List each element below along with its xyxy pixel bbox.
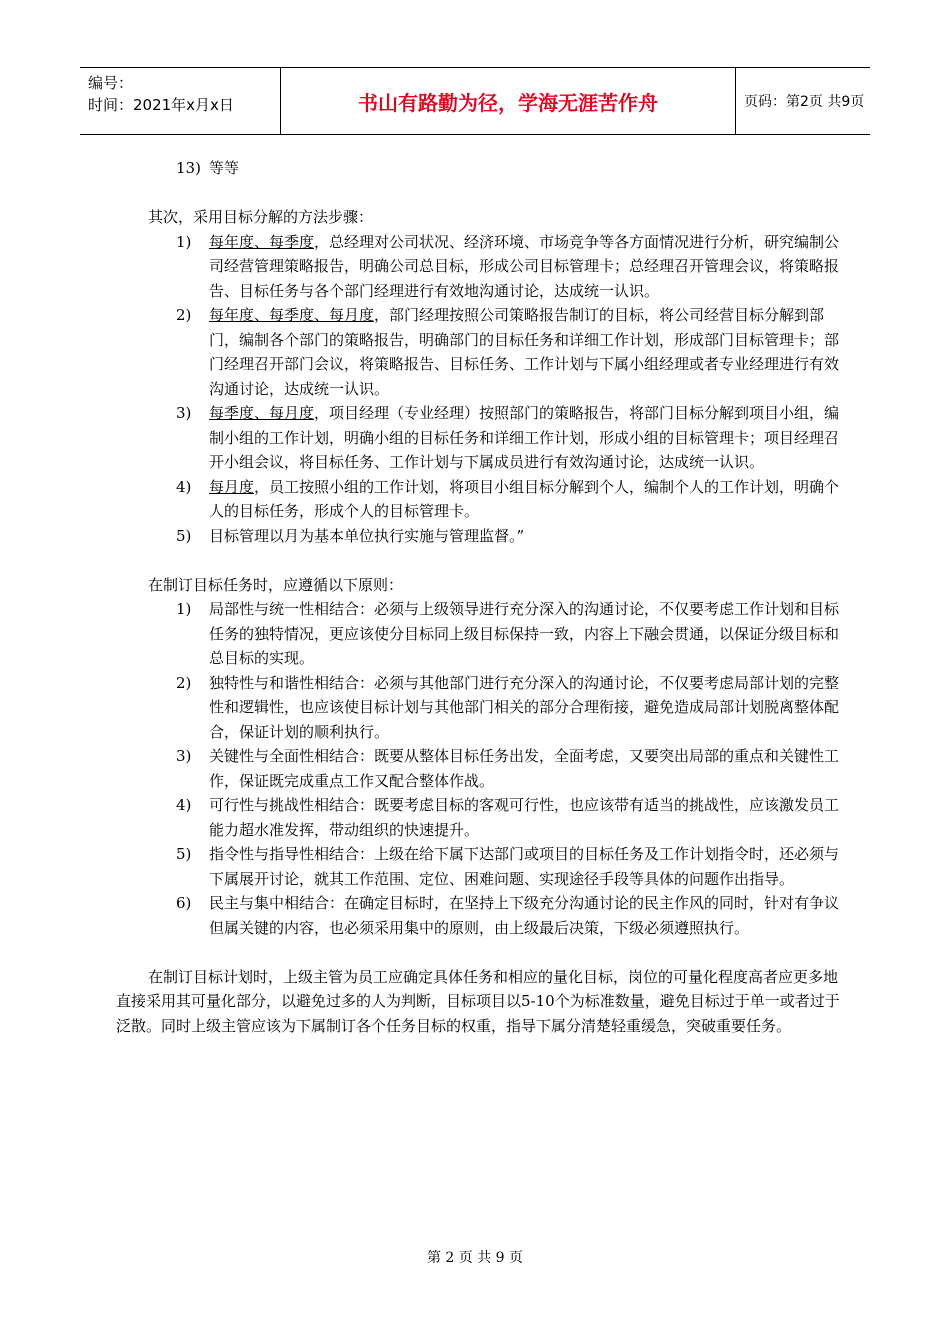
- item-text: ，员工按照小组的工作计划，将项目小组目标分解到个人，编制个人的工作计划，明确个人的目标任务，形成个人的目标管理卡。: [209, 477, 840, 520]
- item-text: 关键性与全面性相结合：既要从整体目标任务出发，全面考虑，又要突出局部的重点和关键性工作，保证既完成重点工作又配合整体作战。: [209, 747, 840, 790]
- principles-list: [116, 597, 840, 940]
- item-text: ，项目经理（专业经理）按照部门的策略报告，将部门目标分解到项目小组，编制小组的工作计划，明确小组的目标任务和详细工作计划，形成小组的目标管理卡；项目经理召开小组会议，将目标任务、工作计划与下属成员进行有效沟通讨论，达成统一认识。: [209, 404, 840, 471]
- list-item: [116, 401, 840, 475]
- list-item: [116, 671, 840, 745]
- list-item: [116, 793, 840, 842]
- header-meta: [80, 68, 280, 134]
- list-item: [116, 156, 840, 181]
- list-item: [116, 744, 840, 793]
- item-number: 3): [176, 747, 192, 765]
- list-item: [116, 524, 840, 549]
- list-item: [116, 891, 840, 940]
- list-item: [116, 475, 840, 524]
- item-number: 5): [176, 845, 192, 863]
- doc-time-label: 时间：2021年x月x日: [88, 96, 234, 114]
- list-item: [116, 597, 840, 671]
- item-number: 1): [176, 600, 192, 618]
- item-text: 可行性与挑战性相结合：既要考虑目标的客观可行性，也应该带有适当的挑战性，应该激发员工能力超水准发挥，带动组织的快速提升。: [209, 796, 840, 839]
- item-number: 5): [176, 526, 192, 545]
- item-text: 指令性与指导性相结合：上级在给下属下达部门或项目的目标任务及工作计划指令时，还必须与下属展开讨论，就其工作范围、定位、困难问题、实现途径手段等具体的问题作出指导。: [209, 845, 840, 888]
- item-number: 2): [176, 673, 192, 692]
- item-number: 2): [176, 306, 192, 324]
- item-number: 6): [176, 894, 192, 912]
- item-number: 13): [176, 159, 201, 177]
- list-item: [116, 230, 840, 304]
- item-period: 每季度、每月度: [209, 404, 315, 422]
- header-motto: 书山有路勤为径，学海无涯苦作舟: [280, 68, 736, 134]
- section-title-principles: 在制订目标任务时，应遵循以下原则：: [148, 575, 404, 594]
- item-period: 每年度、每季度、每月度: [209, 306, 375, 324]
- item-period: 每年度、每季度: [209, 232, 315, 251]
- item-number: 4): [176, 477, 192, 496]
- doc-number-label: 编号：: [88, 74, 134, 92]
- item-number: 4): [176, 796, 192, 814]
- list-item: [116, 842, 840, 891]
- section-title-steps: 其次，采用目标分解的方法步骤：: [148, 208, 374, 226]
- item-text: 局部性与统一性相结合：必须与上级领导进行充分深入的沟通讨论，不仅要考虑工作计划和目标任务的独特情况，更应该使分目标同上级目标保持一致，内容上下融会贯通，以保证分级目标和总目标的实现。: [209, 600, 840, 667]
- item-text: 目标管理以月为基本单位执行实施与管理监督。”: [209, 526, 525, 545]
- page-header: [80, 67, 870, 135]
- item-number: 3): [176, 404, 192, 422]
- item-period: 每月度: [209, 477, 255, 496]
- item-text: 民主与集中相结合：在确定目标时，在坚持上下级充分沟通讨论的民主作风的同时，针对有争议但属关键的内容，也必须采用集中的原则，由上级最后决策，下级必须遵照执行。: [209, 894, 840, 937]
- list-item: [116, 303, 840, 401]
- steps-list: [116, 230, 840, 549]
- item-number: 1): [176, 232, 192, 251]
- closing-paragraph: 在制订目标计划时，上级主管为员工应确定具体任务和相应的量化目标，岗位的可量化程度高者应更多地直接采用其可量化部分，以避免过多的人为判断，目标项目以5-10个为标准数量，避免目标过于单一或者过于泛散。同时上级主管应该为下属制订各个任务目标的权重，指导下属分清楚轻重缓急，突破重要任务。: [116, 967, 840, 1035]
- item-text: ，部门经理按照公司策略报告制订的目标，将公司经营目标分解到部门，编制各个部门的策略报告，明确部门的目标任务和详细工作计划，形成部门目标管理卡；部门经理召开部门会议，将策略报告、目标任务、工作计划与下属小组经理或者专业经理进行有效沟通讨论，达成统一认识。: [209, 306, 840, 398]
- item-text: 等等: [209, 159, 240, 177]
- page-footer: 第 2 页 共 9 页: [426, 1250, 524, 1266]
- item-text: 独特性与和谐性相结合：必须与其他部门进行充分深入的沟通讨论，不仅要考虑局部计划的完整性和逻辑性，也应该使目标计划与其他部门相关的部分合理衔接，避免造成局部计划脱离整体配合，保证计划的顺利执行。: [209, 673, 840, 741]
- header-page-label: 页码：第2页 共9页: [744, 94, 865, 110]
- document-body: [116, 156, 840, 1038]
- item-text: ，总经理对公司状况、经济环境、市场竞争等各方面情况进行分析，研究编制公司经营管理策略报告，明确公司总目标，形成公司目标管理卡；总经理召开管理会议，将策略报告、目标任务与各个部门经理进行有效地沟通讨论，达成统一认识。: [209, 232, 840, 300]
